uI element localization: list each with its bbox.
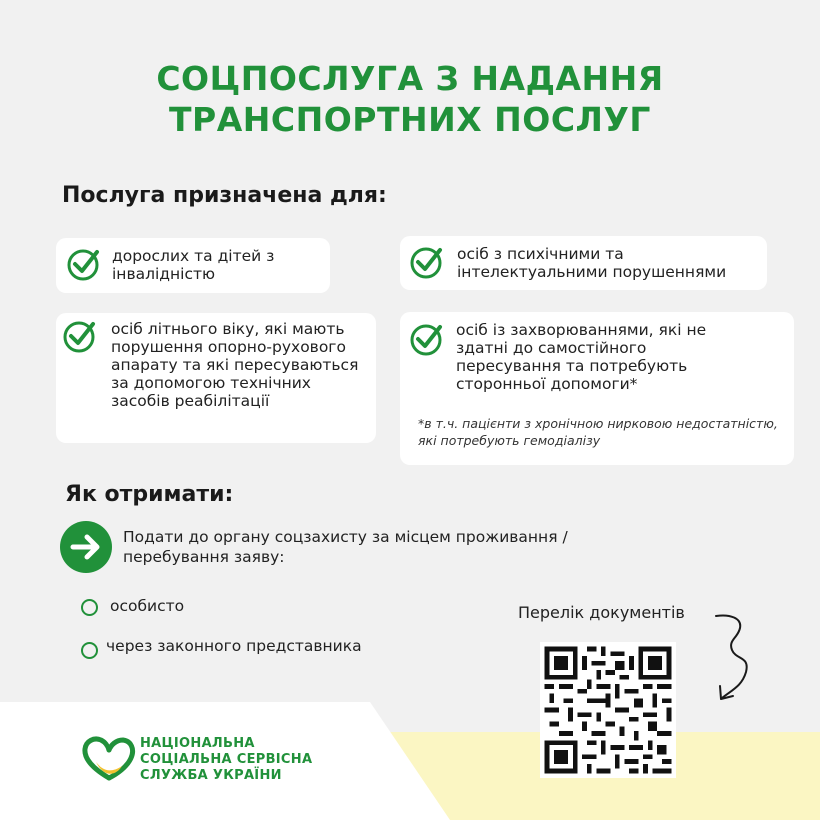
target-card-note: *в т.ч. пацієнти з хронічною нирковою недостатністю, які потребують гемодіалізу (418, 416, 778, 448)
target-heading: Послуга призначена для: (62, 183, 387, 208)
page-title-line2: ТРАНСПОРТНИХ ПОСЛУГ (169, 100, 651, 139)
page-title (0, 58, 820, 140)
target-card-text: осіб з психічними та інтелектуальними порушеннями (457, 245, 727, 281)
target-card (400, 236, 767, 290)
option-item: особисто (110, 597, 185, 615)
arrow-right-icon (60, 521, 112, 573)
option-item: через законного представника (106, 637, 362, 655)
target-card (56, 313, 376, 443)
logo-line2: СОЦІАЛЬНА СЕРВІСНА (140, 752, 313, 767)
logo-line3: СЛУЖБА УКРАЇНИ (140, 768, 282, 783)
heart-logo-icon (82, 736, 136, 782)
circle-bullet-icon (81, 642, 98, 659)
logo-line1: НАЦІОНАЛЬНА (140, 736, 255, 751)
qr-code-icon (540, 642, 676, 778)
circle-bullet-icon (81, 599, 98, 616)
how-heading: Як отримати: (65, 482, 234, 507)
check-circle-icon (409, 321, 445, 357)
check-circle-icon (62, 318, 98, 354)
check-circle-icon (66, 246, 102, 282)
step-text: Подати до органу соцзахисту за місцем проживання / перебування заяву: (123, 528, 568, 566)
documents-qr-code[interactable] (540, 642, 676, 778)
page-title-line1: СОЦПОСЛУГА З НАДАННЯ (156, 59, 664, 98)
target-card-text: осіб літнього віку, які мають порушення опорно-рухового апарату та які пересуваються за допомогою технічних засобів реабілітації (111, 320, 359, 410)
curly-arrow-icon (712, 606, 772, 706)
documents-label: Перелік документів (518, 603, 685, 622)
target-card-text: дорослих та дітей з інвалідністю (112, 247, 275, 283)
target-card-text: осіб із захворюваннями, які не здатні до самостійного пересування та потребують сторонньої допомоги* (456, 321, 707, 393)
check-circle-icon (409, 244, 445, 280)
organization-logo-text (140, 736, 312, 784)
target-card (56, 238, 330, 293)
target-card (400, 312, 794, 465)
